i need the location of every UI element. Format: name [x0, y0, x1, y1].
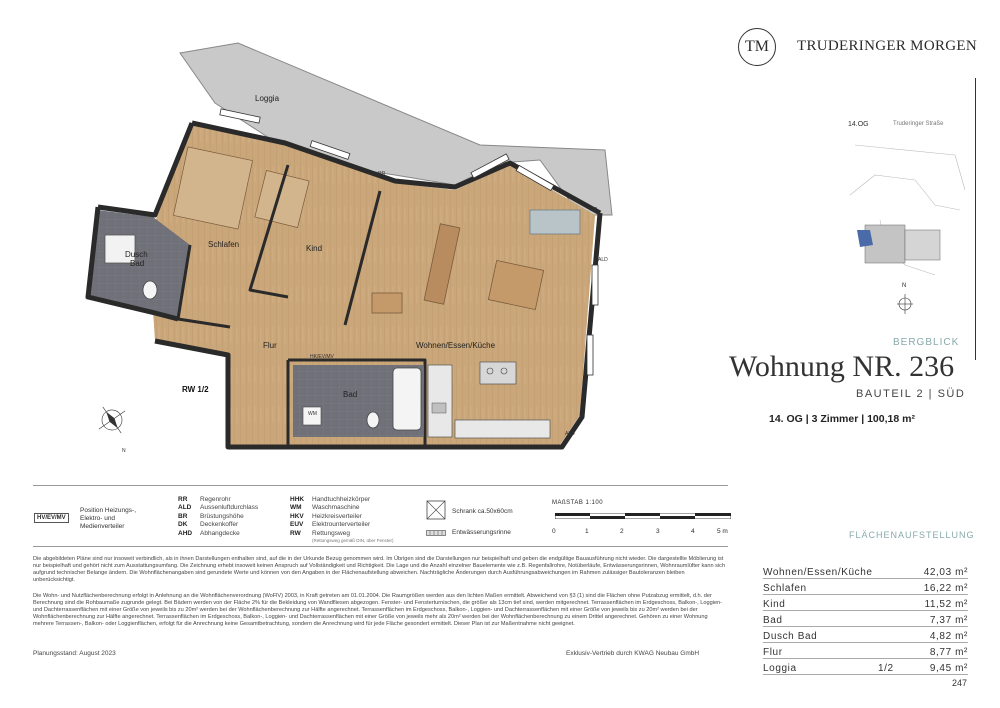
divider-line	[975, 78, 976, 360]
area-table	[763, 563, 968, 675]
apartment-summary: 14. OG | 3 Zimmer | 100,18 m²	[769, 413, 915, 425]
label-ald-1: ALD	[598, 257, 608, 263]
mini-plan-floor: 14.OG	[848, 121, 869, 128]
abbr-value: Deckenkoffer	[200, 521, 239, 529]
area-row	[763, 627, 968, 643]
abbr-row	[290, 496, 370, 504]
area-row	[763, 611, 968, 627]
abbr-key: BR	[178, 512, 188, 520]
abbr-row	[290, 513, 370, 521]
area-value: 11,52 m²	[924, 599, 968, 610]
scale-tick: 3	[656, 528, 660, 535]
north-arrow-icon	[897, 290, 913, 314]
rinne-label: Entwässerungsrinne	[452, 529, 511, 536]
disclaimer-paragraph-2: Die Wohn- und Nutzflächenberechnung erfolgt in Anlehnung an die Wohnflächenverordnung (WoFlV) 2003, in Kraft getreten am 01.01.2004. Die Raumgrößen werden aus den lichten Maßen ermittelt. Abweichend von §3 (1) sind die Flächen ohne Putzabzug ermittelt, d.h. der Berechnung sind die Rohbaumaße zugrunde gelegt. Bei Bädern werden von der Fläche 2% für die Bekleidung von Wandfliesen abgezogen. Fenster- und Fensterturnischen, die größer als 13cm tief sind, werden mitgerechnet. Terrassenflächen im Erdgeschoss, Balkon-, Loggien- und Dachterrassenflächen mit einer Größe von jeweils bis zu 20m² werden bei der Wohnflächenberechnung zur Hälfte angerechnet. Terrassenflächen im Erdgeschoss, Balkon-, Loggien- und Dachterrassenflächen mit einer Größe von jeweils bis zu 20m² werden bei der Wohnflächenberechnung zur Hälfte angerechnet. Terrassenflächen im Erdgeschoss, Balkon-, Loggien- und Dachterrassenflächen mit einer Größe von jeweils mehr als 20m² werden bei der Wohnflächenberechnung zu einem Drittel angerechnet. Gehören zu einer Wohnung mehrere Terrassen-, Balkon- oder Loggienflächen, erfolgt für die Anrechnung keine Gesamtbetrachtung, sondern die Anrechnung wird für jede Fläche gesondert ermittelt. Dieser Plan ist zur Maßentnahme nicht geeignet.	[33, 593, 723, 627]
scale-tick: 5 m	[717, 528, 728, 535]
area-value: 42,03 m²	[923, 567, 968, 578]
abbr-value: Brüstungshöhe	[200, 512, 244, 520]
legend-code-desc-line: Elektro- und	[80, 515, 116, 522]
areas-heading: FLÄCHENAUFSTELLUNG	[849, 530, 975, 540]
bauteil-label: BAUTEIL 2 | SÜD	[856, 388, 966, 400]
view-label: BERGBLICK	[893, 337, 960, 348]
bad-room	[293, 365, 423, 437]
area-row	[763, 579, 968, 595]
brand-name: TRUDERINGER MORGEN	[797, 38, 977, 54]
schrank-label: Schrank ca.50x60cm	[452, 508, 513, 515]
abbr-key: AHD	[178, 529, 193, 537]
area-row	[763, 659, 968, 675]
scale-bar	[555, 513, 731, 519]
legend-code-desc-line: Position Heizungs-,	[80, 507, 136, 514]
abbr-value: Aussenluftdurchlass	[200, 504, 259, 512]
site-plan-miniature	[845, 135, 970, 290]
apartment-title: Wohnung NR. 236	[729, 350, 955, 383]
area-name: Flur	[763, 647, 783, 658]
room-label-flur: Flur	[263, 341, 277, 350]
area-name: Schlafen	[763, 583, 807, 594]
area-row	[763, 643, 968, 659]
abbr-row	[290, 521, 370, 529]
abbr-row	[178, 521, 258, 529]
abbr-key: RW	[290, 529, 301, 537]
room-label-wohnen: Wohnen/Essen/Küche	[416, 341, 496, 350]
abbr-value: Heizkreisverteiler	[312, 512, 362, 520]
legend-code-desc	[80, 507, 136, 531]
label-rw: RW 1/2	[182, 385, 209, 394]
room-label-schlafen: Schlafen	[208, 240, 240, 249]
abbr-row	[178, 530, 258, 538]
mini-plan-street: Truderinger Straße	[893, 121, 944, 127]
abbr-value: Rettungsweg	[312, 529, 350, 537]
abbr-value: Waschmaschine	[312, 504, 360, 512]
page-number: 247	[952, 678, 968, 688]
rinne-icon	[426, 530, 446, 536]
abbr-key: HKV	[290, 512, 304, 520]
abbreviation-list-left	[178, 496, 258, 538]
area-value: 7,37 m²	[929, 615, 968, 626]
compass-north-label: N	[122, 448, 126, 454]
scale-tick: 2	[620, 528, 624, 535]
scale-title: MAßSTAB 1:100	[552, 500, 604, 506]
disclaimer-paragraph-1: Die abgebildeten Pläne sind nur insoweit verbindlich, als in ihnen Darstellungen enthalten sind, auf die in der Urkunde Bezug genommen wird. Im Übrigen sind die Darstellungen nur beispielhaft und geben die endgültige Bauausführung nicht wieder. Die dargestellte Möblierung ist nur beispielhaft und gehört nicht zum Ausstattungsumfang. Die Zeichnung erhebt insoweit keinen Anspruch auf Vollständigkeit und Richtigkeit. Die Lage und die Anzahl einzelner Bauelemente wie z.B. Regenfallrohre, Notüberläufe, Entwässerungsrinnen, Wohnraumlüfter kann sich aufgrund technischer Belange ändern. Die Wohnflächenangaben sind gerundete Werte und können von den Angaben in der Flächenaufstellung abweichen. Nachträgliche Änderungen durch Ausführungsabweichungen im Rahmen zulässiger Bautoleranzen bleiben unberücksichtigt.	[33, 556, 726, 583]
abbr-row	[178, 496, 258, 504]
distribution-note: Exklusiv-Vertrieb durch KWAG Neubau GmbH	[566, 650, 700, 657]
abbr-value: Regenrohr	[200, 496, 231, 503]
label-rr-2: RR	[590, 207, 598, 213]
area-name: Kind	[763, 599, 786, 610]
room-label-bad: Bad	[343, 390, 358, 399]
compass-icon	[90, 398, 135, 443]
area-name: Dusch Bad	[763, 631, 818, 642]
abbr-key: RR	[178, 496, 188, 503]
room-label-dusch: Dusch	[125, 250, 148, 259]
scale-tick: 0	[552, 528, 556, 535]
area-value: 16,22 m²	[923, 583, 968, 594]
area-name: Bad	[763, 615, 783, 626]
abbr-key: DK	[178, 521, 188, 529]
area-row	[763, 563, 968, 579]
area-mult: 1/2	[878, 663, 894, 674]
abbr-key: EUV	[290, 521, 304, 529]
area-value: 9,45 m²	[929, 663, 968, 674]
rettungsweg-note: (Rettungsweg gemäß DIN, über Fenster)	[312, 538, 394, 543]
label-hkv: HK/EV/MV	[310, 354, 334, 360]
legend-code-box: HV/EV/MV	[34, 513, 69, 523]
abbr-row	[290, 504, 370, 512]
north-label: N	[902, 283, 907, 289]
label-ald-2: ALD	[565, 431, 575, 437]
area-row	[763, 595, 968, 611]
abbr-value: Handtuchheizkörper	[312, 496, 371, 503]
scale-tick: 4	[691, 528, 695, 535]
floor-plan	[60, 35, 630, 465]
area-value: 4,82 m²	[929, 631, 968, 642]
room-label-kind: Kind	[306, 244, 323, 253]
legend-code-desc-line: Medienverteiler	[80, 523, 125, 530]
brand-logo: TM	[738, 28, 776, 66]
label-rr-1: RR	[378, 171, 386, 177]
abbr-value: Elektrounterverteiler	[312, 521, 371, 529]
area-value: 8,77 m²	[929, 647, 968, 658]
abbr-row	[178, 513, 258, 521]
label-wm: WM	[308, 411, 317, 417]
scale-tick: 1	[585, 528, 589, 535]
area-name: Wohnen/Essen/Küche	[763, 567, 873, 578]
planning-date: Planungsstand: August 2023	[33, 650, 116, 657]
area-name: Loggia	[763, 663, 797, 674]
abbr-key: WM	[290, 504, 302, 512]
room-label-dusch-bad: Bad	[130, 259, 145, 268]
room-label-loggia: Loggia	[255, 94, 280, 103]
abbr-value: Abhangdecke	[200, 529, 240, 537]
schrank-icon	[426, 500, 446, 520]
abbr-row	[178, 504, 258, 512]
abbr-key: HHK	[290, 496, 305, 503]
abbreviation-list-right	[290, 496, 370, 538]
abbr-key: ALD	[178, 504, 192, 512]
